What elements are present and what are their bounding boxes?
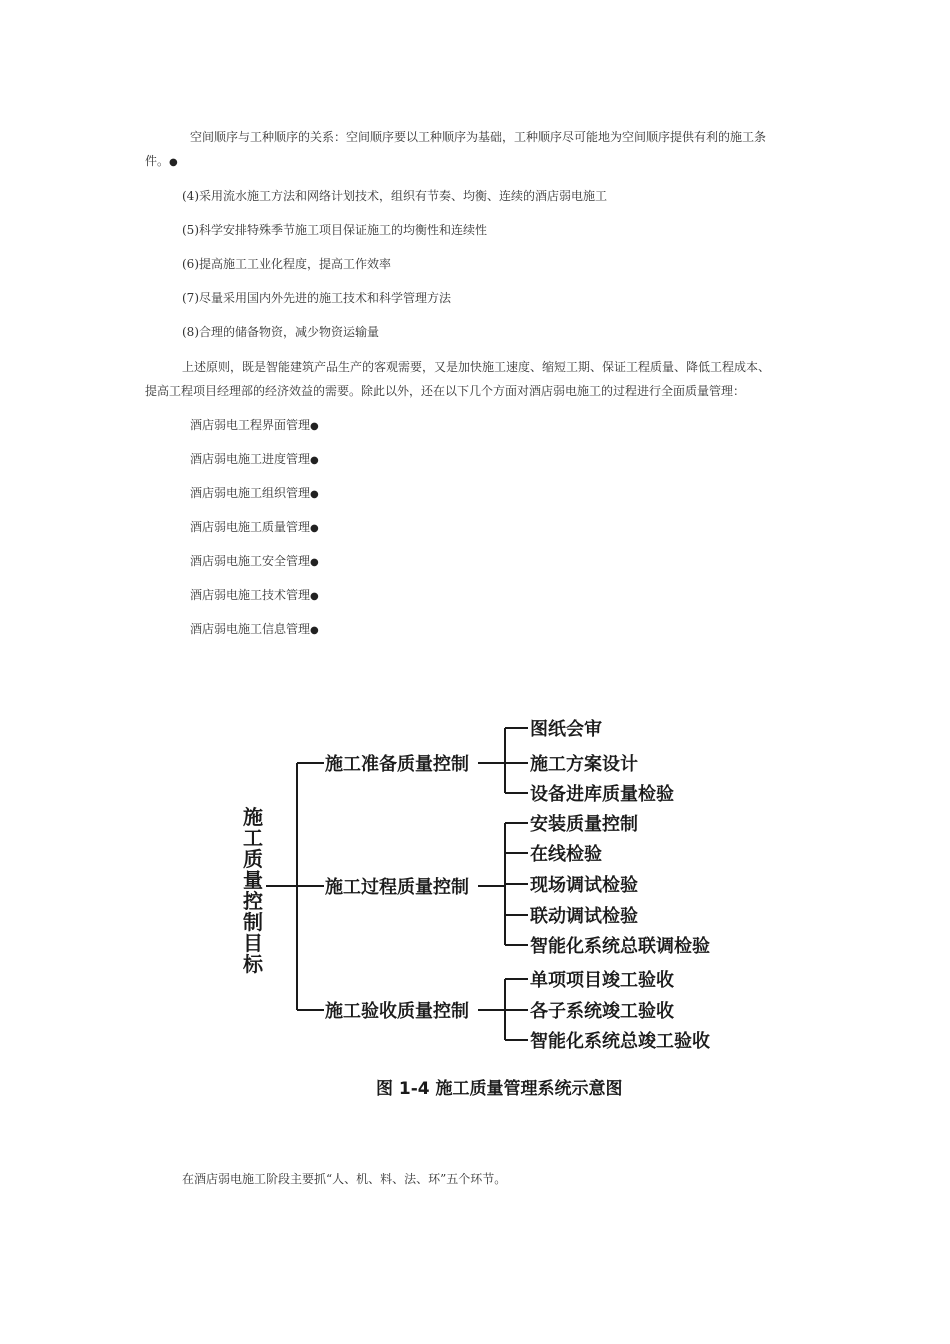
child-label: 现场调试检验 <box>530 875 638 896</box>
root-char: 质 <box>243 847 263 871</box>
root-char: 目 <box>243 931 263 955</box>
root-char: 控 <box>243 889 263 913</box>
closing-paragraph: 在酒店弱电施工阶段主要抓“人、机、料、法、环”五个环节。 <box>182 1172 507 1186</box>
summary-line-1: 上述原则，既是智能建筑产品生产的客观需要，又是加快施工速度、缩短工期、保证工程质量、降低工程成本、 <box>182 360 771 374</box>
child-label: 智能化系统总竣工验收 <box>530 1031 710 1052</box>
summary-line-2: 提高工程项目经理部的经济效益的需要。除此以外，还在以下几个方面对酒店弱电施工的过程进行全面质量管理： <box>145 384 746 398</box>
root-char: 量 <box>243 868 263 892</box>
bullet-icon: ● <box>310 591 319 602</box>
root-label <box>242 805 264 976</box>
child-label: 联动调试检验 <box>530 906 638 927</box>
root-char: 标 <box>243 952 263 976</box>
child-label: 智能化系统总联调检验 <box>530 936 710 957</box>
principle-item: (7)尽量采用国内外先进的施工技术和科学管理方法 <box>182 291 451 305</box>
management-item: 酒店弱电工程界面管理● <box>190 418 319 432</box>
child-label: 各子系统竣工验收 <box>530 1001 674 1022</box>
child-label: 单项项目竣工验收 <box>530 970 674 991</box>
bullet-icon: ● <box>310 557 319 568</box>
principle-item: (5)科学安排特殊季节施工项目保证施工的均衡性和连续性 <box>182 223 488 237</box>
management-item: 酒店弱电施工组织管理● <box>190 486 319 500</box>
management-item: 酒店弱电施工进度管理● <box>190 452 319 466</box>
principle-item: (4)采用流水施工方法和网络计划技术，组织有节奏、均衡、连续的酒店弱电施工 <box>182 189 608 203</box>
child-label: 施工方案设计 <box>530 754 638 775</box>
child-label: 图纸会审 <box>530 719 602 740</box>
bullet-icon: ● <box>310 455 319 466</box>
bullet-icon: ● <box>169 157 178 168</box>
bullet-icon: ● <box>310 523 319 534</box>
bullet-icon: ● <box>310 625 319 636</box>
management-item: 酒店弱电施工安全管理● <box>190 554 319 568</box>
branch-label-process: 施工过程质量控制 <box>325 877 469 898</box>
root-char: 制 <box>243 910 263 934</box>
management-item: 酒店弱电施工质量管理● <box>190 520 319 534</box>
child-label: 在线检验 <box>530 844 602 865</box>
principle-item: (8)合理的储备物资，减少物资运输量 <box>182 325 379 339</box>
child-label: 安装质量控制 <box>530 814 638 835</box>
principle-item: (6)提高施工工业化程度，提高工作效率 <box>182 257 391 271</box>
root-char: 施 <box>243 805 263 829</box>
bullet-icon: ● <box>310 421 319 432</box>
branch-label-preparation: 施工准备质量控制 <box>325 754 469 775</box>
intro-line-1: 空间顺序与工种顺序的关系：空间顺序要以工种顺序为基础，工种顺序尽可能地为空间顺序提供有利的施工条 <box>190 130 767 144</box>
child-label: 设备进库质量检验 <box>530 784 674 805</box>
branch-label-acceptance: 施工验收质量控制 <box>325 1001 469 1022</box>
root-char: 工 <box>243 826 263 850</box>
management-item: 酒店弱电施工信息管理● <box>190 622 319 636</box>
intro-line-2-text: 件。 <box>145 154 170 168</box>
management-item: 酒店弱电施工技术管理● <box>190 588 319 602</box>
figure-caption: 图 1-4 施工质量管理系统示意图 <box>376 1079 623 1099</box>
bullet-icon: ● <box>310 489 319 500</box>
